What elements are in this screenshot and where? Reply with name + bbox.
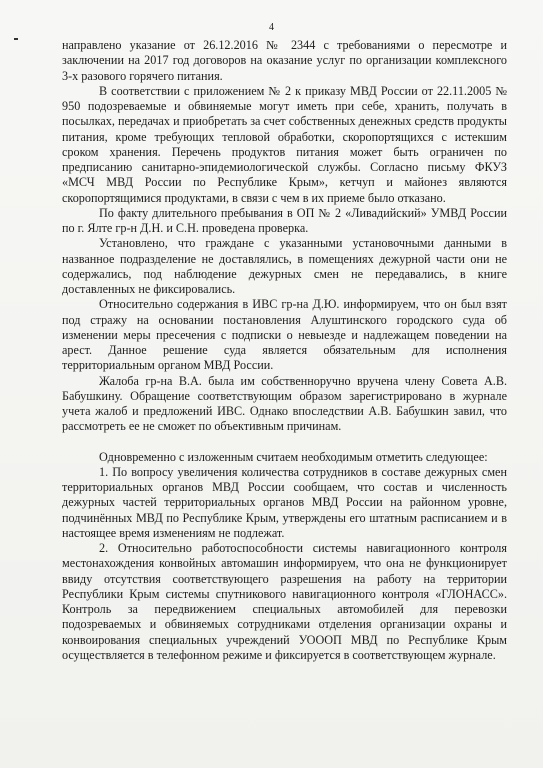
paragraph-6: Жалоба гр-на В.А. была им собственноручно вручена члену Совета А.В. Бабушкину. Обращение соответствующим образом зарегистрировано в журнале учета жалоб и предложений ИВС. Однако впоследствии А.В. Бабушкин завил, что рассмотреть ее не сможет по объективным причинам. <box>62 373 507 434</box>
paragraph-1: направлено указание от 26.12.2016 № 2344 с требованиями о пересмотре и заключении на 2017 год договоров на оказание услуг по организации комплексного 3-х разового горячего питания. <box>62 38 507 83</box>
document-body <box>62 38 507 663</box>
page-number: 4 <box>269 22 274 33</box>
paragraph-4: Установлено, что граждане с указанными установочными данными в названное подразделение не доставлялись, в помещениях дежурной части они не содержались, под наблюдение дежурных смен не передавались, в книге доставленных не фиксировались. <box>62 236 507 296</box>
paragraph-8: 1. По вопросу увеличения количества сотрудников в составе дежурных смен территориальных органов МВД России сообщаем, что состав и численность дежурных частей территориальных органов МВД России на районном уровне, подчинённых МВД по Республике Крым, утверждены его штатным расписанием и в настоящее время изменениям не подлежат. <box>62 464 507 540</box>
paragraph-7: Одновременно с изложенным считаем необходимым отметить следующее: <box>99 449 488 464</box>
paragraph-3: По факту длительного пребывания в ОП № 2 «Ливадийский» УМВД России по г. Ялте гр-н Д.Н. и С.Н. проведена проверка. <box>62 205 507 235</box>
paragraph-5: Относительно содержания в ИВС гр-на Д.Ю. информируем, что он был взят под стражу на основании постановления Алуштинского городского суда об изменении меры пресечения с подписки о невыезде и надлежащем поведении на арест. Данное решение суда является обязательным для исполнения территориальным органом МВД России. <box>62 297 507 373</box>
margin-mark <box>14 38 18 40</box>
paragraph-9: 2. Относительно работоспособности системы навигационного контроля местонахождения конвойных автомашин информируем, что она не функционирует ввиду отсутствия соответствующего разрешения на работу на территории Республики Крым системы спутникового навигационного контроля «ГЛОНАСС». Контроль за передвижением специальных автомобилей для перевозки подозреваемых и обвиняемых сотрудниками отделения организации охраны и конвоирования специальных учреждений УОООП МВД по Республике Крым осуществляется в телефонном режиме и фиксируется в соответствующем журнале. <box>62 541 507 662</box>
paragraph-2: В соответствии с приложением № 2 к приказу МВД России от 22.11.2005 № 950 подозреваемые и обвиняемые могут иметь при себе, хранить, получать в посылках, передачах и приобретать за счет собственных денежных средств продукты питания, кроме требующих тепловой обработки, скоропортящихся с истекшим сроком хранения. Перечень продуктов питания может быть ограничен по предписанию санитарно-эпидемиологической службы. Согласно письму ФКУЗ «МСЧ МВД России по Республике Крым», кетчуп и майонез являются скоропортящимися продуктами, в связи с чем в их приеме было отказано. <box>62 83 507 205</box>
